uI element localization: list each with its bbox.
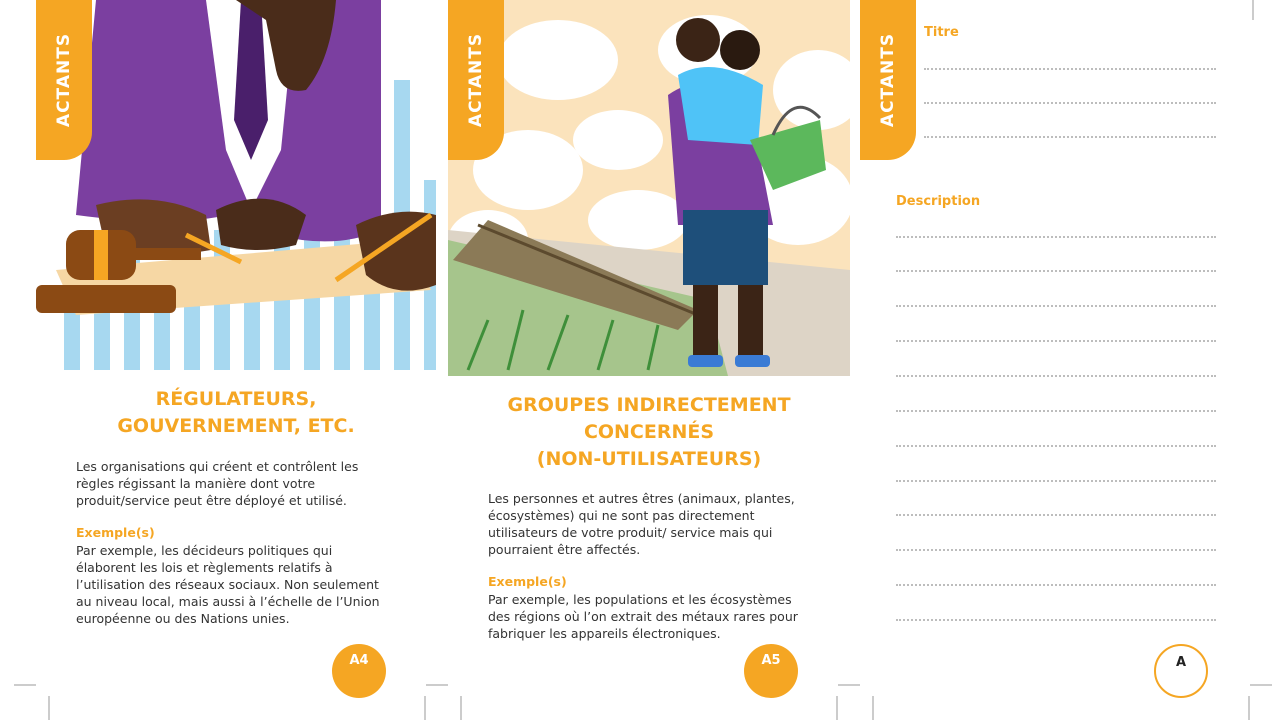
example-label: Exemple(s) xyxy=(488,574,567,589)
actants-tab-label: ACTANTS xyxy=(466,32,486,128)
description-line[interactable] xyxy=(896,340,1216,342)
description-field-label: Description xyxy=(896,194,981,209)
card-description: Les organisations qui créent et contrôlent les règles régissant la manière dont votre produit/service peut être déployé et utilisé. xyxy=(76,459,359,508)
description-line[interactable] xyxy=(896,514,1216,516)
crop-mark xyxy=(48,696,50,720)
card-description: Les personnes et autres êtres (animaux, plantes, écosystèmes) qui ne sont pas directement utilisateurs de votre produit/ service mais qui pourraient être affectés. xyxy=(488,491,795,557)
crop-mark xyxy=(1250,684,1272,686)
indirect-groups-illustration xyxy=(448,0,850,376)
title-line[interactable] xyxy=(924,68,1216,70)
crop-mark xyxy=(872,696,874,720)
description-line[interactable] xyxy=(896,270,1216,272)
crop-mark xyxy=(1248,696,1250,720)
description-line[interactable] xyxy=(896,305,1216,307)
card-code-badge: A5 xyxy=(744,644,798,698)
description-line[interactable] xyxy=(896,375,1216,377)
title-field-label: Titre xyxy=(924,25,959,40)
crop-mark xyxy=(1252,0,1254,20)
card-code-badge: A xyxy=(1154,644,1208,698)
actants-tab-label: ACTANTS xyxy=(54,32,74,128)
crop-mark xyxy=(426,684,448,686)
card-groupes-indirectement-concernes xyxy=(448,0,850,720)
card-title: RÉGULATEURS, GOUVERNEMENT, ETC. xyxy=(117,388,355,437)
title-line[interactable] xyxy=(924,136,1216,138)
crop-mark xyxy=(460,696,462,720)
card-regulateurs xyxy=(36,0,436,720)
example-text: Par exemple, les décideurs politiques qui élaborent les lois et règlements relatifs à l’utilisation des réseaux sociaux. Non seulement au niveau local, mais aussi à l’échelle de l’Union européenne ou des Nations unies. xyxy=(76,543,380,626)
description-line[interactable] xyxy=(896,584,1216,586)
card-blank-template xyxy=(860,0,1240,720)
actants-tab xyxy=(860,0,916,160)
description-line[interactable] xyxy=(896,410,1216,412)
card-title: GROUPES INDIRECTEMENT CONCERNÉS (NON-UTILISATEURS) xyxy=(507,394,791,470)
crop-mark xyxy=(836,696,838,720)
description-line[interactable] xyxy=(896,445,1216,447)
example-text: Par exemple, les populations et les écosystèmes des régions où l’on extrait des métaux rares pour fabriquer les appareils électroniques. xyxy=(488,592,798,641)
actants-tab xyxy=(36,0,92,160)
description-line[interactable] xyxy=(896,549,1216,551)
example-label: Exemple(s) xyxy=(76,525,155,540)
description-line[interactable] xyxy=(896,236,1216,238)
actants-tab-label: ACTANTS xyxy=(878,32,898,128)
crop-mark xyxy=(424,696,426,720)
card-code-badge: A4 xyxy=(332,644,386,698)
description-line[interactable] xyxy=(896,480,1216,482)
description-line[interactable] xyxy=(896,619,1216,621)
crop-mark xyxy=(838,684,860,686)
regulators-illustration xyxy=(36,0,436,372)
title-line[interactable] xyxy=(924,102,1216,104)
crop-mark xyxy=(14,684,36,686)
actants-tab xyxy=(448,0,504,160)
